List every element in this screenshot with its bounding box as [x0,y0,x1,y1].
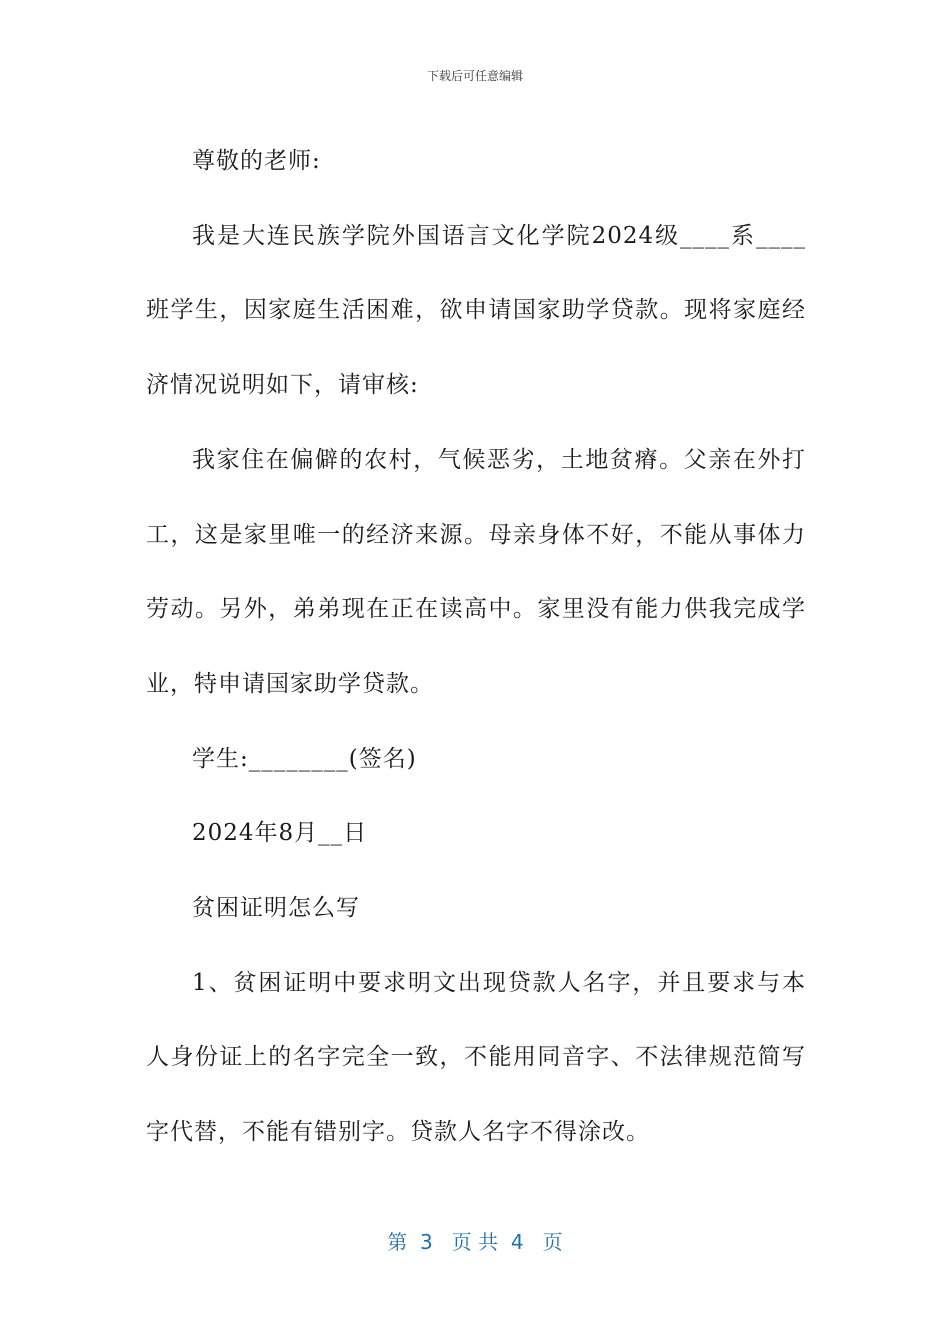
page-header-note: 下载后可任意编辑 [426,69,523,83]
date-line: 2024年8月__日 [192,820,368,847]
signature-line: 学生:________(签名) [192,745,417,772]
section-heading: 贫困证明怎么写 [192,895,360,922]
page-number-footer: 第 3 页 共 4 页 [387,1230,563,1254]
family-situation-paragraph: 我家住在偏僻的农村，气候恶劣，土地贫瘠。父亲在外打工，这是家里唯一的经济来源。母亲身体不好，不能从事体力劳动。另外，弟弟现在正在读高中。家里没有能力供我完成学业，特申请国家助学贷款。 [146,446,806,697]
intro-paragraph: 我是大连民族学院外国语言文化学院2024级____系____班学生，因家庭生活困难，欲申请国家助学贷款。现将家庭经济情况说明如下，请审核: [146,222,806,399]
document-body [146,124,806,1170]
rule-paragraph: 1、贫困证明中要求明文出现贷款人名字，并且要求与本人身份证上的名字完全一致，不能用同音字、不法律规范简写字代替，不能有错别字。贷款人名字不得涂改。 [146,969,806,1146]
salutation: 尊敬的老师: [192,148,321,174]
